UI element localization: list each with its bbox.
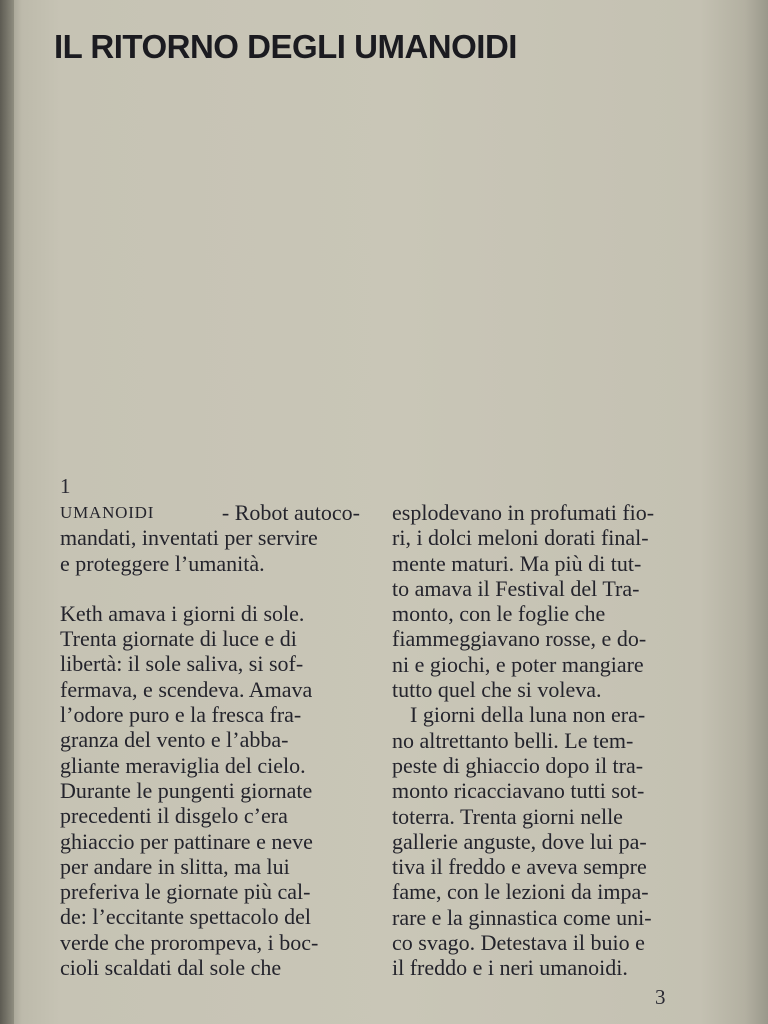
text-line: I giorni della luna non era- <box>410 702 646 728</box>
page-number: 3 <box>655 985 666 1009</box>
definition-line-1 <box>60 500 360 525</box>
right-text-column <box>392 500 682 981</box>
text-line: granza del vento e l’abba- <box>60 727 289 753</box>
text-line: preferiva le giornate più cal- <box>60 879 311 905</box>
text-line: l’odore puro e la fresca fra- <box>60 702 302 728</box>
left-paragraph <box>60 601 360 980</box>
definition-line-3: e proteggere l’umanità. <box>60 550 265 576</box>
text-line: per andare in slitta, ma lui <box>60 853 290 879</box>
definition-line-2: mandati, inventati per servire <box>60 525 318 551</box>
text-line: toterra. Trenta giorni nelle <box>392 803 623 829</box>
text-line: ni e giochi, e poter mangiare <box>392 651 644 677</box>
text-line: tutto quel che si voleva. <box>392 677 602 703</box>
text-line: fermava, e scendeva. Amava <box>60 676 313 702</box>
text-line: fiammeggiavano rosse, e do- <box>392 626 647 652</box>
definition-term: UMANOIDI <box>60 503 155 522</box>
chapter-title: IL RITORNO DEGLI UMANOIDI <box>54 28 517 65</box>
text-line: monto ricacciavano tutti sot- <box>392 778 645 804</box>
text-line: ghiaccio per pattinare e neve <box>60 828 313 854</box>
text-line: cioli scaldati dal sole che <box>60 955 282 981</box>
book-spine-shadow <box>0 0 14 1024</box>
text-line: il freddo e i neri umanoidi. <box>392 955 628 981</box>
text-line: esplodevano in profumati fio- <box>392 500 655 525</box>
left-text-column <box>60 500 360 980</box>
text-line: Keth amava i giorni di sole. <box>60 600 305 626</box>
text-line: de: l’eccitante spettacolo del <box>60 904 312 930</box>
text-line: libertà: il sole saliva, si sof- <box>60 651 304 677</box>
text-line: gliante meraviglia del cielo. <box>60 752 306 778</box>
text-line: to amava il Festival del Tra- <box>392 575 640 601</box>
text-line: rare e la ginnastica come uni- <box>392 904 652 930</box>
text-line: gallerie anguste, dove lui pa- <box>392 828 647 854</box>
text-line: peste di ghiaccio dopo il tra- <box>392 752 644 778</box>
right-paragraphs <box>392 500 682 981</box>
text-line: ri, i dolci meloni dorati final- <box>392 525 649 551</box>
paragraph-gap <box>60 576 360 601</box>
text-line: mente maturi. Ma più di tut- <box>392 550 642 576</box>
text-line: verde che prorompeva, i boc- <box>60 929 319 955</box>
text-line: precedenti il disgelo c’era <box>60 803 288 829</box>
text-line: co svago. Detestava il buio e <box>392 930 645 956</box>
text-line: monto, con le foglie che <box>392 601 606 627</box>
text-line: Durante le pungenti giornate <box>60 777 313 803</box>
text-line: tiva il freddo e aveva sempre <box>392 854 647 880</box>
text-line: fame, con le lezioni da impa- <box>392 879 649 905</box>
text-line: no altrettanto belli. Le tem- <box>392 727 634 753</box>
definition-text: - Robot autoco- <box>221 500 360 525</box>
text-line: Trenta giornate di luce e di <box>60 626 297 652</box>
chapter-number: 1 <box>60 474 71 498</box>
